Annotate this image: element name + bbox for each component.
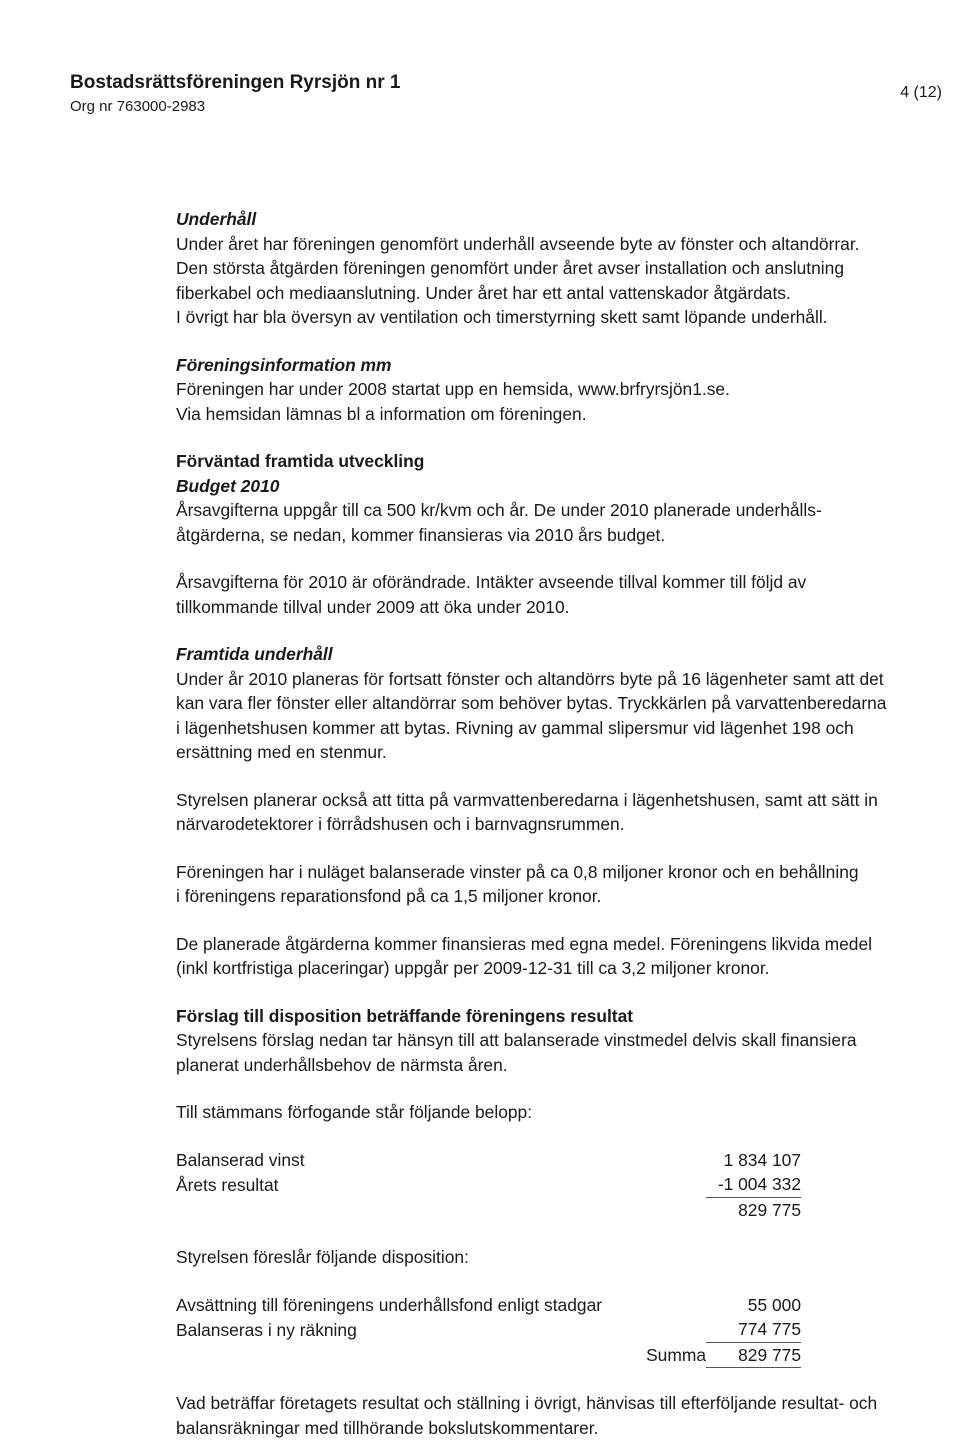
paragraph-line: Till stämmans förfogande står följande belopp: <box>176 1100 946 1125</box>
amount-value: -1 004 332 <box>706 1172 801 1197</box>
paragraph-line: balansräkningar med tillhörande bokslutskommentarer. <box>176 1416 946 1440</box>
table-row <box>176 1317 801 1342</box>
document-body <box>176 207 946 1440</box>
paragraph-line: Årsavgifterna för 2010 är oförändrade. Intäkter avseende tillval kommer till följd av <box>176 570 946 595</box>
paragraph-line: fiberkabel och mediaanslutning. Under året har ett antal vattenskador åtgärdats. <box>176 281 946 306</box>
amount-label: Balanserad vinst <box>176 1148 706 1173</box>
heading-underhall: Underhåll <box>176 207 946 232</box>
paragraph-line: Styrelsens förslag nedan tar hänsyn till att balanserade vinstmedel delvis skall finansiera <box>176 1028 946 1053</box>
heading-foreningsinfo: Föreningsinformation mm <box>176 353 946 378</box>
paragraph-line: I övrigt har bla översyn av ventilation och timerstyrning skett samt löpande underhåll. <box>176 305 946 330</box>
paragraph-line: Styrelsen föreslår följande disposition: <box>176 1245 946 1270</box>
amount-label: Årets resultat <box>176 1172 706 1197</box>
paragraph-line: Styrelsen planerar också att titta på varmvattenberedarna i lägenhetshusen, samt att sätt in <box>176 788 946 813</box>
paragraph-line: (inkl kortfristiga placeringar) uppgår per 2009-12-31 till ca 3,2 miljoner kronor. <box>176 956 946 981</box>
paragraph-line: Den största åtgärden föreningen genomfört under året avser installation och anslutning <box>176 256 946 281</box>
table-row <box>176 1197 801 1222</box>
header-org-number: Org nr 763000-2983 <box>70 98 205 115</box>
heading-disposition: Förslag till disposition beträffande föreningens resultat <box>176 1004 946 1029</box>
paragraph-line: Under år 2010 planeras för fortsatt fönster och altandörrs byte på 16 lägenheter samt att det <box>176 667 946 692</box>
amount-value: 1 834 107 <box>706 1148 801 1173</box>
amounts-table-disposition <box>176 1293 801 1369</box>
heading-framtida-underhall: Framtida underhåll <box>176 642 946 667</box>
amount-total: 829 775 <box>706 1197 801 1222</box>
paragraph-line: tillkommande tillval under 2009 att öka under 2010. <box>176 595 946 620</box>
paragraph-line: i lägenhetshusen kommer att bytas. Rivning av gammal slipersmur vid lägenhet 198 och <box>176 716 946 741</box>
paragraph-line: planerat underhållsbehov de närmsta åren. <box>176 1053 946 1078</box>
header-org-name: Bostadsrättsföreningen Ryrsjön nr 1 <box>70 72 400 94</box>
summa-value: 829 775 <box>706 1342 801 1368</box>
table-row <box>176 1342 801 1368</box>
amount-label: Avsättning till föreningens underhållsfond enligt stadgar <box>176 1293 706 1318</box>
paragraph-line: De planerade åtgärderna kommer finansieras med egna medel. Föreningens likvida medel <box>176 932 946 957</box>
paragraph-line: Via hemsidan lämnas bl a information om föreningen. <box>176 402 946 427</box>
paragraph-line: Vad beträffar företagets resultat och ställning i övrigt, hänvisas till efterföljande resultat- och <box>176 1391 946 1416</box>
amount-value: 774 775 <box>706 1317 801 1342</box>
subheading-budget: Budget 2010 <box>176 474 946 499</box>
paragraph-line: Föreningen har under 2008 startat upp en hemsida, www.brfryrsjön1.se. <box>176 377 946 402</box>
paragraph-line: ersättning med en stenmur. <box>176 740 946 765</box>
table-row <box>176 1148 801 1173</box>
page-number: 4 (12) <box>900 84 942 102</box>
heading-utveckling: Förväntad framtida utveckling <box>176 449 946 474</box>
paragraph-line: Årsavgifterna uppgår till ca 500 kr/kvm och år. De under 2010 planerade underhålls- <box>176 498 946 523</box>
paragraph-line: Under året har föreningen genomfört underhåll avseende byte av fönster och altandörrar. <box>176 232 946 257</box>
paragraph-line: kan vara fler fönster eller altandörrar som behöver bytas. Tryckkärlen på varvattenberedarna <box>176 691 946 716</box>
table-row <box>176 1172 801 1197</box>
amount-label: Balanseras i ny räkning <box>176 1317 706 1342</box>
amount-value: 55 000 <box>706 1293 801 1318</box>
table-row <box>176 1293 801 1318</box>
paragraph-line: åtgärderna, se nedan, kommer finansieras via 2010 års budget. <box>176 523 946 548</box>
summa-label: Summa <box>176 1342 706 1368</box>
paragraph-line: Föreningen har i nuläget balanserade vinster på ca 0,8 miljoner kronor och en behållning <box>176 860 946 885</box>
paragraph-line: närvarodetektorer i förrådshusen och i barnvagnsrummen. <box>176 812 946 837</box>
paragraph-line: i föreningens reparationsfond på ca 1,5 miljoner kronor. <box>176 884 946 909</box>
amounts-table-available <box>176 1148 801 1223</box>
